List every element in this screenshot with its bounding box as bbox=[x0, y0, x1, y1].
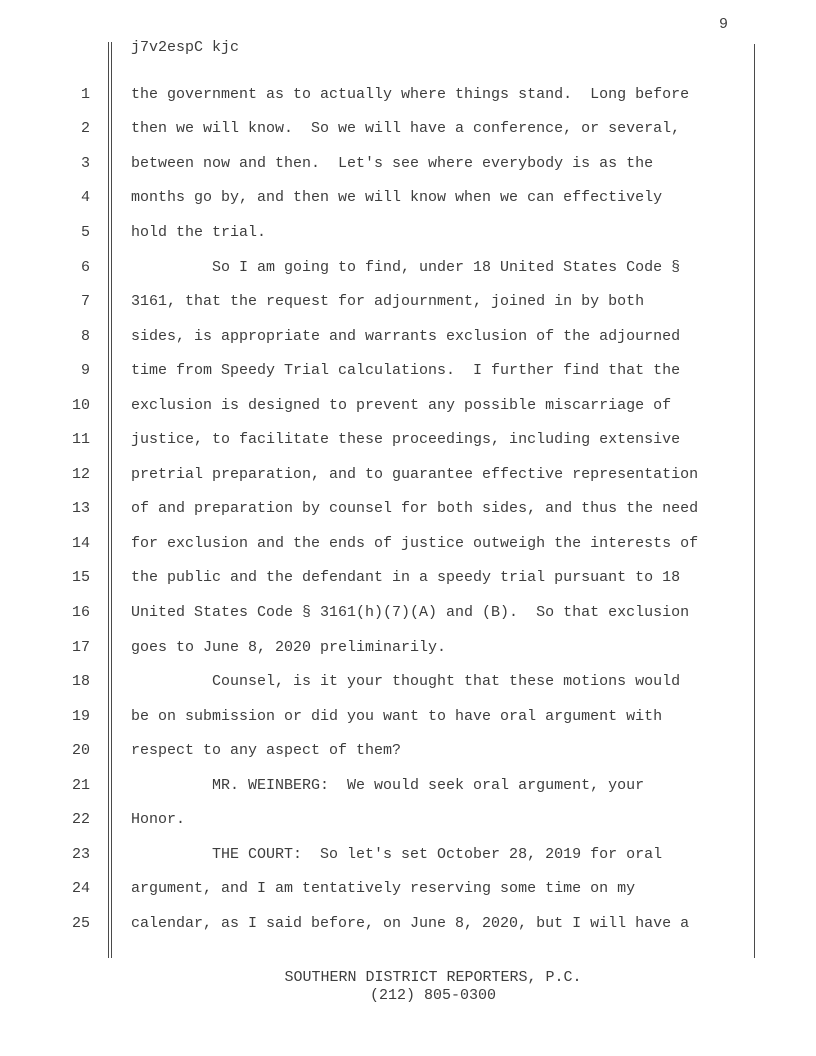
line-number: 11 bbox=[71, 431, 90, 449]
line-number: 13 bbox=[71, 500, 90, 518]
line-text: justice, to facilitate these proceedings, including extensive bbox=[131, 431, 681, 449]
line-number: 17 bbox=[71, 638, 90, 656]
line-number: 23 bbox=[71, 845, 90, 863]
transcript-line bbox=[0, 664, 760, 699]
transcript-line bbox=[0, 181, 760, 216]
line-number: 22 bbox=[71, 811, 90, 829]
line-number: 6 bbox=[80, 258, 90, 276]
transcript-line bbox=[0, 388, 760, 423]
line-text: the public and the defendant in a speedy trial pursuant to 18 bbox=[131, 569, 681, 587]
transcript-line bbox=[0, 353, 760, 388]
line-text: respect to any aspect of them? bbox=[131, 742, 402, 760]
line-number: 5 bbox=[80, 223, 90, 241]
line-text: goes to June 8, 2020 preliminarily. bbox=[131, 638, 447, 656]
line-number: 1 bbox=[80, 85, 90, 103]
transcript-line bbox=[0, 77, 760, 112]
reporter-footer bbox=[0, 969, 816, 1004]
line-number: 8 bbox=[80, 327, 90, 345]
transcript-line bbox=[0, 250, 760, 285]
transcript-line bbox=[0, 112, 760, 147]
reporter-name: SOUTHERN DISTRICT REPORTERS, P.C. bbox=[284, 969, 582, 986]
page-number: 9 bbox=[718, 16, 728, 33]
transcript-line bbox=[0, 146, 760, 181]
transcript-line bbox=[0, 457, 760, 492]
line-text: be on submission or did you want to have oral argument with bbox=[131, 707, 663, 725]
line-text: hold the trial. bbox=[131, 223, 267, 241]
line-number: 25 bbox=[71, 914, 90, 932]
transcript-line bbox=[0, 630, 760, 665]
line-number: 14 bbox=[71, 534, 90, 552]
transcript-line bbox=[0, 526, 760, 561]
line-number: 19 bbox=[71, 707, 90, 725]
line-text: Counsel, is it your thought that these motions would bbox=[131, 673, 681, 691]
transcript-line bbox=[0, 595, 760, 630]
transcript-line bbox=[0, 422, 760, 457]
transcript-header-id: j7v2espC kjc bbox=[131, 39, 240, 56]
transcript-line bbox=[0, 802, 760, 837]
transcript-line bbox=[0, 699, 760, 734]
transcript-line bbox=[0, 492, 760, 527]
line-text: exclusion is designed to prevent any possible miscarriage of bbox=[131, 396, 672, 414]
line-number: 15 bbox=[71, 569, 90, 587]
transcript-line bbox=[0, 284, 760, 319]
reporter-phone: (212) 805-0300 bbox=[369, 986, 497, 1004]
line-text: pretrial preparation, and to guarantee effective representation bbox=[131, 465, 699, 483]
transcript-line bbox=[0, 733, 760, 768]
line-number: 7 bbox=[80, 293, 90, 311]
line-text: for exclusion and the ends of justice outweigh the interests of bbox=[131, 534, 699, 552]
line-number: 9 bbox=[80, 362, 90, 380]
line-text: United States Code § 3161(h)(7)(A) and (B). So that exclusion bbox=[131, 603, 690, 621]
line-number: 21 bbox=[71, 776, 90, 794]
line-number: 4 bbox=[80, 189, 90, 207]
line-text: the government as to actually where things stand. Long before bbox=[131, 85, 690, 103]
line-number: 20 bbox=[71, 742, 90, 760]
transcript-line bbox=[0, 768, 760, 803]
line-number: 3 bbox=[80, 154, 90, 172]
line-number: 12 bbox=[71, 465, 90, 483]
transcript-line bbox=[0, 872, 760, 907]
transcript-line bbox=[0, 215, 760, 250]
line-number: 18 bbox=[71, 673, 90, 691]
line-text: of and preparation by counsel for both sides, and thus the need bbox=[131, 500, 699, 518]
line-number: 16 bbox=[71, 603, 90, 621]
line-text: months go by, and then we will know when we can effectively bbox=[131, 189, 663, 207]
line-text: Honor. bbox=[131, 811, 186, 829]
line-text: sides, is appropriate and warrants exclusion of the adjourned bbox=[131, 327, 681, 345]
line-text: 3161, that the request for adjournment, joined in by both bbox=[131, 293, 645, 311]
transcript-line bbox=[0, 837, 760, 872]
line-text: then we will know. So we will have a conference, or several, bbox=[131, 120, 681, 138]
transcript-line bbox=[0, 561, 760, 596]
line-text: calendar, as I said before, on June 8, 2020, but I will have a bbox=[131, 914, 690, 932]
line-text: time from Speedy Trial calculations. I further find that the bbox=[131, 362, 681, 380]
line-text: THE COURT: So let's set October 28, 2019 for oral bbox=[131, 845, 663, 863]
line-text: MR. WEINBERG: We would seek oral argument, your bbox=[131, 776, 645, 794]
line-text: between now and then. Let's see where everybody is as the bbox=[131, 154, 654, 172]
line-text: So I am going to find, under 18 United States Code § bbox=[131, 258, 681, 276]
line-number: 2 bbox=[80, 120, 90, 138]
transcript-line bbox=[0, 319, 760, 354]
transcript-lines bbox=[0, 77, 760, 941]
line-text: argument, and I am tentatively reserving some time on my bbox=[131, 880, 636, 898]
transcript-line bbox=[0, 906, 760, 941]
line-number: 24 bbox=[71, 880, 90, 898]
line-number: 10 bbox=[71, 396, 90, 414]
